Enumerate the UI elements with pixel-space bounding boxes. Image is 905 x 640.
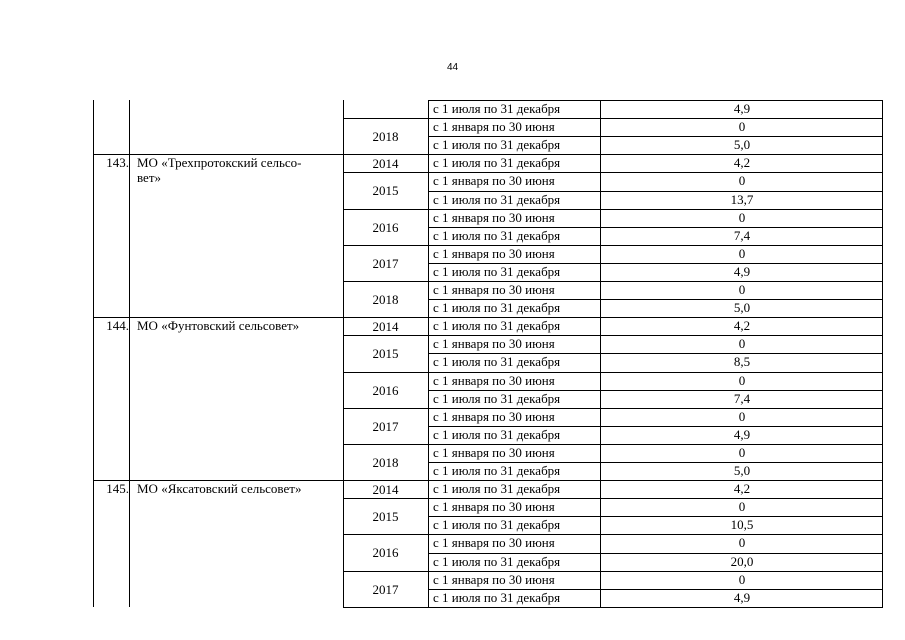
value-cell: 4,9 — [733, 101, 751, 116]
year-cell: 2018 — [372, 292, 399, 307]
value-cell: 4,2 — [733, 481, 751, 497]
value-cell: 5,0 — [733, 137, 751, 153]
year-cell: 2014 — [372, 319, 399, 335]
row-number: 144. — [106, 318, 129, 334]
period-cell: с 1 января по 30 июня — [433, 209, 555, 225]
period-cell: с 1 июля по 31 декабря — [433, 227, 561, 243]
year-cell: 2017 — [372, 255, 399, 271]
value-cell: 0 — [738, 408, 746, 424]
municipality-name: МО «Трехпротокский сельсо- — [137, 155, 302, 171]
year-cell: 2015 — [372, 509, 399, 525]
value-cell: 20,0 — [730, 553, 754, 569]
period-cell: с 1 июля по 31 декабря — [433, 390, 561, 406]
period-cell: с 1 июля по 31 декабря — [433, 463, 561, 478]
year-cell: 2016 — [372, 219, 399, 235]
value-cell: 0 — [738, 119, 746, 135]
period-cell: с 1 июля по 31 декабря — [433, 101, 561, 116]
table-border-left — [93, 100, 94, 607]
value-cell: 0 — [738, 535, 746, 551]
year-cell: 2015 — [372, 346, 399, 362]
period-cell: с 1 июля по 31 декабря — [433, 191, 561, 207]
value-cell: 8,5 — [733, 354, 751, 370]
period-cell: с 1 июля по 31 декабря — [433, 517, 561, 533]
value-cell: 5,0 — [733, 463, 751, 478]
value-cell: 4,2 — [733, 155, 751, 171]
value-cell: 0 — [738, 336, 746, 352]
year-cell: 2018 — [372, 129, 399, 145]
period-cell: с 1 июля по 31 декабря — [433, 481, 561, 497]
period-cell: с 1 января по 30 июня — [433, 444, 555, 460]
value-cell: 13,7 — [730, 191, 754, 207]
municipality-name: МО «Яксатовский сельсовет» — [137, 481, 302, 497]
period-cell: с 1 января по 30 июня — [433, 408, 555, 424]
value-cell: 7,4 — [733, 390, 751, 406]
row-number: 145. — [106, 481, 129, 497]
period-cell: с 1 июля по 31 декабря — [433, 426, 561, 442]
year-cell: 2016 — [372, 545, 399, 561]
period-cell: с 1 июля по 31 декабря — [433, 155, 561, 171]
year-cell: 2017 — [372, 581, 399, 597]
value-cell: 4,2 — [733, 318, 751, 334]
period-cell: с 1 января по 30 июня — [433, 336, 555, 352]
value-cell: 0 — [738, 571, 746, 587]
period-cell: с 1 января по 30 июня — [433, 173, 555, 189]
value-cell: 4,9 — [733, 426, 751, 442]
period-cell: с 1 июля по 31 декабря — [433, 589, 561, 605]
value-cell: 0 — [738, 209, 746, 225]
period-cell: с 1 июля по 31 декабря — [433, 318, 561, 334]
year-cell: 2014 — [372, 156, 399, 172]
period-cell: с 1 января по 30 июня — [433, 535, 555, 551]
value-cell: 4,9 — [733, 263, 751, 279]
value-cell: 0 — [738, 282, 746, 297]
year-cell: 2014 — [372, 482, 399, 498]
period-cell: с 1 января по 30 июня — [433, 282, 555, 297]
period-cell: с 1 января по 30 июня — [433, 119, 555, 135]
period-cell: с 1 июля по 31 декабря — [433, 300, 561, 316]
period-cell: с 1 июля по 31 декабря — [433, 263, 561, 279]
period-cell: с 1 января по 30 июня — [433, 499, 555, 515]
municipality-name: вет» — [137, 170, 162, 186]
value-cell: 0 — [738, 444, 746, 460]
table-border-bottom — [343, 607, 883, 608]
value-cell: 5,0 — [733, 300, 751, 316]
page-number: 44 — [446, 62, 459, 73]
year-cell: 2018 — [372, 454, 399, 470]
period-cell: с 1 июля по 31 декабря — [433, 354, 561, 370]
period-cell: с 1 января по 30 июня — [433, 571, 555, 587]
column-divider — [129, 100, 130, 607]
value-cell: 0 — [738, 245, 746, 261]
value-cell: 0 — [738, 372, 746, 388]
period-cell: с 1 июля по 31 декабря — [433, 553, 561, 569]
year-cell: 2017 — [372, 418, 399, 434]
value-cell: 10,5 — [730, 517, 754, 533]
value-cell: 0 — [738, 173, 746, 189]
year-cell: 2015 — [372, 183, 399, 199]
value-cell: 0 — [738, 499, 746, 515]
value-cell: 4,9 — [733, 589, 751, 605]
row-number: 143. — [106, 155, 129, 171]
value-cell: 7,4 — [733, 227, 751, 243]
year-cell: 2016 — [372, 382, 399, 398]
period-cell: с 1 января по 30 июня — [433, 372, 555, 388]
period-cell: с 1 января по 30 июня — [433, 245, 555, 261]
municipality-name: МО «Фунтовский сельсовет» — [137, 318, 300, 334]
period-cell: с 1 июля по 31 декабря — [433, 137, 561, 153]
